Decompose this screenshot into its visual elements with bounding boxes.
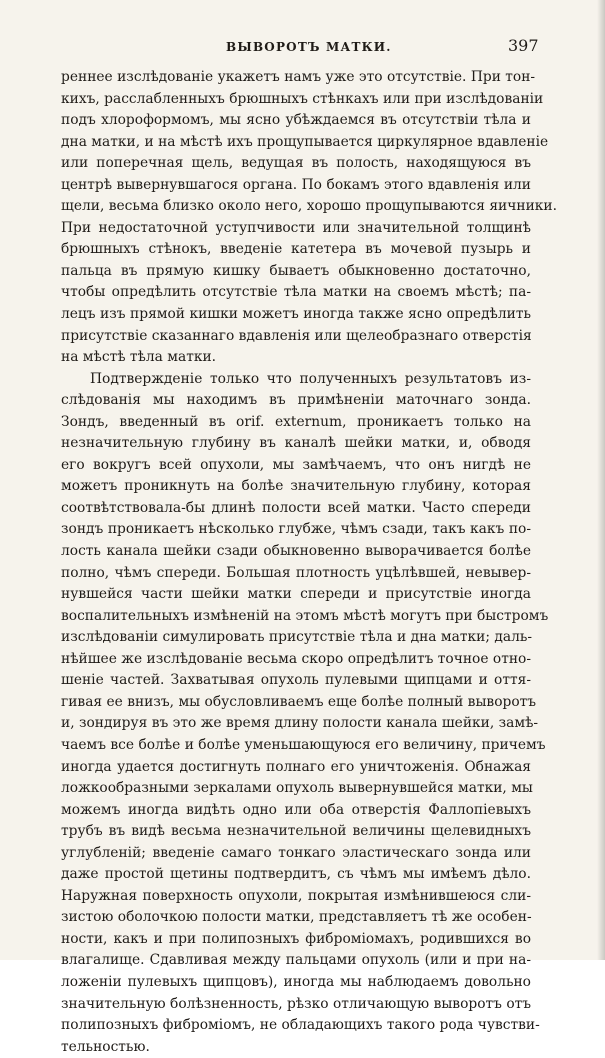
text-line: или поперечная щель, ведущая въ полость, находящуюся въ xyxy=(61,155,531,172)
text-line: можемъ иногда видѣть одно или оба отверстія Фаллопіевыхъ xyxy=(61,801,531,818)
text-line: значительную болѣзненность, рѣзко отличающую выворотъ отъ xyxy=(61,995,532,1012)
text-line: углубленій; введеніе самаго тонкаго эластическаго зонда или xyxy=(61,844,531,861)
text-line: изслѣдованіи симулировать присутствіе тѣла и дна матки; даль- xyxy=(61,629,533,646)
paragraph xyxy=(61,67,557,369)
text-line: соотвѣтствовала-бы длинѣ полости всей матки. Часто спереди xyxy=(61,499,531,516)
text-line: незначительную глубину въ каналѣ шейки матки, и, обводя xyxy=(61,435,531,452)
text-line: зондъ проникаетъ нѣсколько глубже, чѣмъ сзади, такъ какъ по- xyxy=(61,521,531,538)
text-line: его вокругъ всей опухоли, мы замѣчаемъ, что онъ нигдѣ не xyxy=(61,456,531,473)
text-line: чаемъ все болѣе и болѣе уменьшающуюся его величину, причемъ xyxy=(61,736,546,753)
paragraph xyxy=(61,369,549,1058)
text-line: Наружная поверхность опухоли, покрытая измѣнившеюся сли- xyxy=(61,887,531,904)
text-line: можетъ проникнуть на болѣе значительную глубину, которая xyxy=(61,478,531,495)
text-line: шеніе частей. Захватывая опухоль пулевыми щипцами и оття- xyxy=(61,672,531,689)
body-text xyxy=(61,67,557,1058)
text-line: лость канала шейки сзади обыкновенно выворачивается болѣе xyxy=(61,543,531,560)
text-line: даже простой щетины подтвердитъ, съ чѣмъ мы имѣемъ дѣло. xyxy=(61,866,531,883)
text-line: ложкообразными зеркалами опухоль вывернувшейся матки, мы xyxy=(61,780,533,797)
text-line: нѣйшее же изслѣдованіе весьма скоро опредѣлитъ точное отно- xyxy=(61,650,531,667)
text-line: воспалительныхъ измѣненій на этомъ мѣстѣ могутъ при быстромъ xyxy=(61,607,549,624)
text-line: и, зондируя въ это же время длину полости канала шейки, замѣ- xyxy=(61,715,539,732)
text-line: При недостаточной уступчивости или значительной толщинѣ xyxy=(61,219,531,236)
text-line: полипозныхъ фиброміомъ, не обладающихъ такого рода чувстви- xyxy=(61,1017,540,1034)
page-edge-shadow xyxy=(597,0,605,960)
text-line: Подтвержденіе только что полученныхъ результатовъ из- xyxy=(90,370,531,387)
page-number: 397 xyxy=(508,36,539,55)
text-line: слѣдованія мы находимъ въ примѣненіи маточнаго зонда. xyxy=(61,392,531,409)
running-title: ВЫВОРОТЪ МАТКИ. xyxy=(226,40,392,54)
text-line: брюшныхъ стѣнокъ, введеніе катетера въ мочевой пузырь и xyxy=(61,241,531,258)
text-line: ложеніи пулевыхъ щипцовъ), иногда мы наблюдаемъ довольно xyxy=(61,973,531,990)
text-line: влагалище. Сдавливая между пальцами опухоль (или и при на- xyxy=(61,952,531,969)
text-line: центрѣ вывернувшагося органа. По бокамъ этого вдавленія или xyxy=(61,176,531,193)
text-line: реннее изслѣдованіе укажетъ намъ уже это отсутствіе. При тон- xyxy=(61,69,536,85)
text-line: на мѣстѣ тѣла матки. xyxy=(61,349,217,366)
text-line: подъ хлороформомъ, мы ясно убѣждаемся въ отсутствіи тѣла и xyxy=(61,112,531,129)
text-line: иногда удается достигнуть полнаго его уничтоженія. Обнажая xyxy=(61,758,531,775)
text-line: зистою оболочкою полости матки, представляетъ тѣ же особен- xyxy=(61,909,532,926)
text-line: Зондъ, введенный въ orif. externum, проникаетъ только на xyxy=(61,413,531,430)
text-line: щели, весьма близко около него, хорошо прощупываются яичники. xyxy=(61,198,557,215)
text-line: чтобы опредѣлить отсутствіе тѣла матки на своемъ мѣстѣ; па- xyxy=(61,284,531,301)
text-line: ности, какъ и при полипозныхъ фиброміомахъ, родившихся во xyxy=(61,930,531,947)
text-line: тельностью. xyxy=(61,1038,150,1055)
text-line: присутствіе сказаннаго вдавленія или щелеобразнаго отверстія xyxy=(61,327,532,344)
text-line: кихъ, расслабленныхъ брюшныхъ стѣнкахъ или при изслѣдованіи xyxy=(61,90,544,107)
text-line: лецъ изъ прямой кишки можетъ иногда также ясно опредѣлить xyxy=(61,306,531,323)
text-line: полно, чѣмъ спереди. Большая плотность уцѣлѣвшей, невывер- xyxy=(61,564,531,581)
text-line: дна матки, и на мѣстѣ ихъ прощупывается циркулярное вдавленіе xyxy=(61,133,549,150)
text-line: гивая ее внизъ, мы обусловливаемъ еще болѣе полный выворотъ xyxy=(61,693,537,710)
text-line: трубъ въ видѣ весьма незначительной величины щелевидныхъ xyxy=(61,823,531,840)
text-line: пальца въ прямую кишку бываетъ обыкновенно достаточно, xyxy=(61,262,531,279)
text-line: нувшейся части шейки матки спереди и присутствіе иногда xyxy=(61,586,531,603)
